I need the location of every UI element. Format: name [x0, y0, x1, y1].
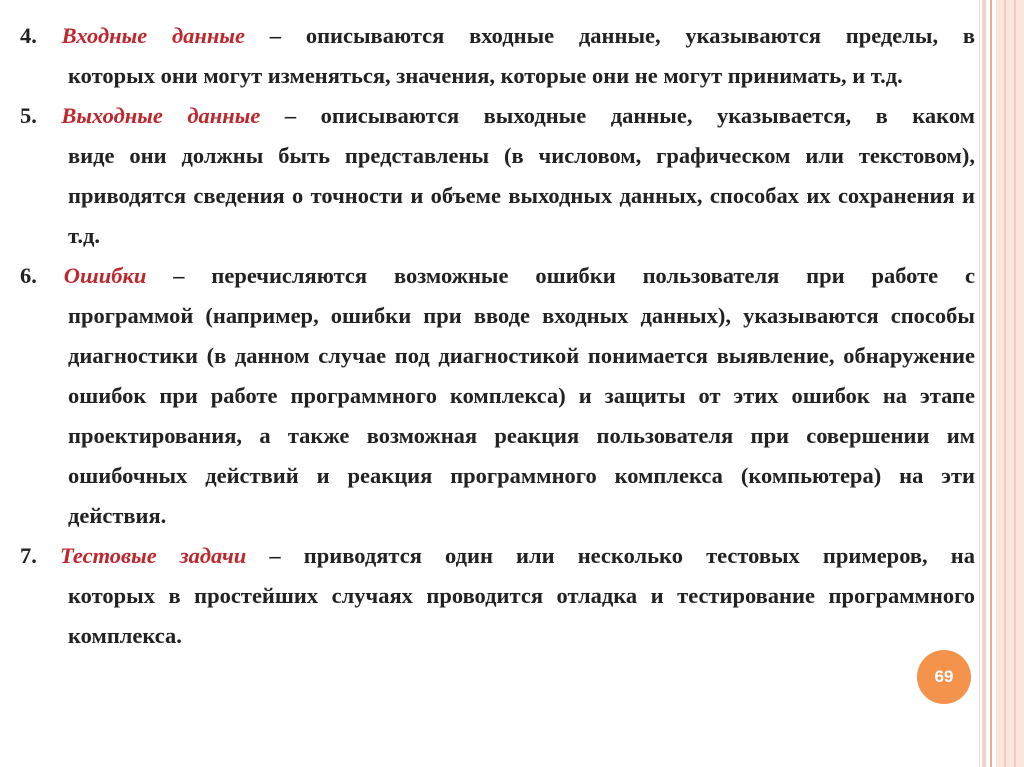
item-first-text: – перечисляются возможные ошибки пользователя при работе с — [146, 263, 976, 288]
border-stripe — [996, 0, 1024, 767]
border-stripe — [990, 0, 992, 767]
border-stripe — [1004, 0, 1006, 767]
border-stripe — [1014, 0, 1016, 767]
item-number: 6. — [20, 263, 37, 288]
item-continuation: программой (например, ошибки при вводе входных данных), указываются способы диагностики (в данном случае под диагностикой понимается выявление, обнаружение ошибок при работе программного комплекса) и защиты от этих ошибок на этапе проектирования, а также возможная реакция пользователя при совершении им ошибочных действий и реакция программного комплекса (компьютера) на эти действия. — [68, 303, 975, 528]
item-number: 4. — [20, 23, 37, 48]
item-first-line — [20, 16, 975, 56]
border-stripe — [982, 0, 986, 767]
item-term: Выходные данные — [61, 103, 261, 128]
item-first-text: – приводятся один или несколько тестовых примеров, на — [246, 543, 975, 568]
item-continuation: виде они должны быть представлены (в числовом, графическом или текстовом), приводятся сведения о точности и объеме выходных данных, способах их сохранения и т.д. — [68, 143, 975, 248]
item-first-line — [20, 536, 975, 576]
item-first-text: – описываются входные данные, указываются пределы, в — [245, 23, 976, 48]
item-continuation: которых они могут изменяться, значения, которые они не могут принимать, и т.д. — [68, 63, 903, 88]
item-term: Входные данные — [61, 23, 246, 48]
list-item-inputs — [20, 16, 975, 96]
item-first-line — [20, 96, 975, 136]
item-number: 7. — [20, 543, 37, 568]
page-number-badge: 69 — [917, 650, 971, 704]
item-number: 5. — [20, 103, 37, 128]
list-item-tests — [20, 536, 975, 656]
list-item-errors — [20, 256, 975, 536]
item-term: Тестовые задачи — [60, 543, 247, 568]
item-first-line — [20, 256, 975, 296]
slide-body — [20, 16, 975, 656]
item-term: Ошибки — [63, 263, 147, 288]
list-item-outputs — [20, 96, 975, 256]
item-continuation: которых в простейших случаях проводится отладка и тестирование программного комплекса. — [68, 583, 975, 648]
item-first-text: – описываются выходные данные, указывается, в каком — [260, 103, 976, 128]
